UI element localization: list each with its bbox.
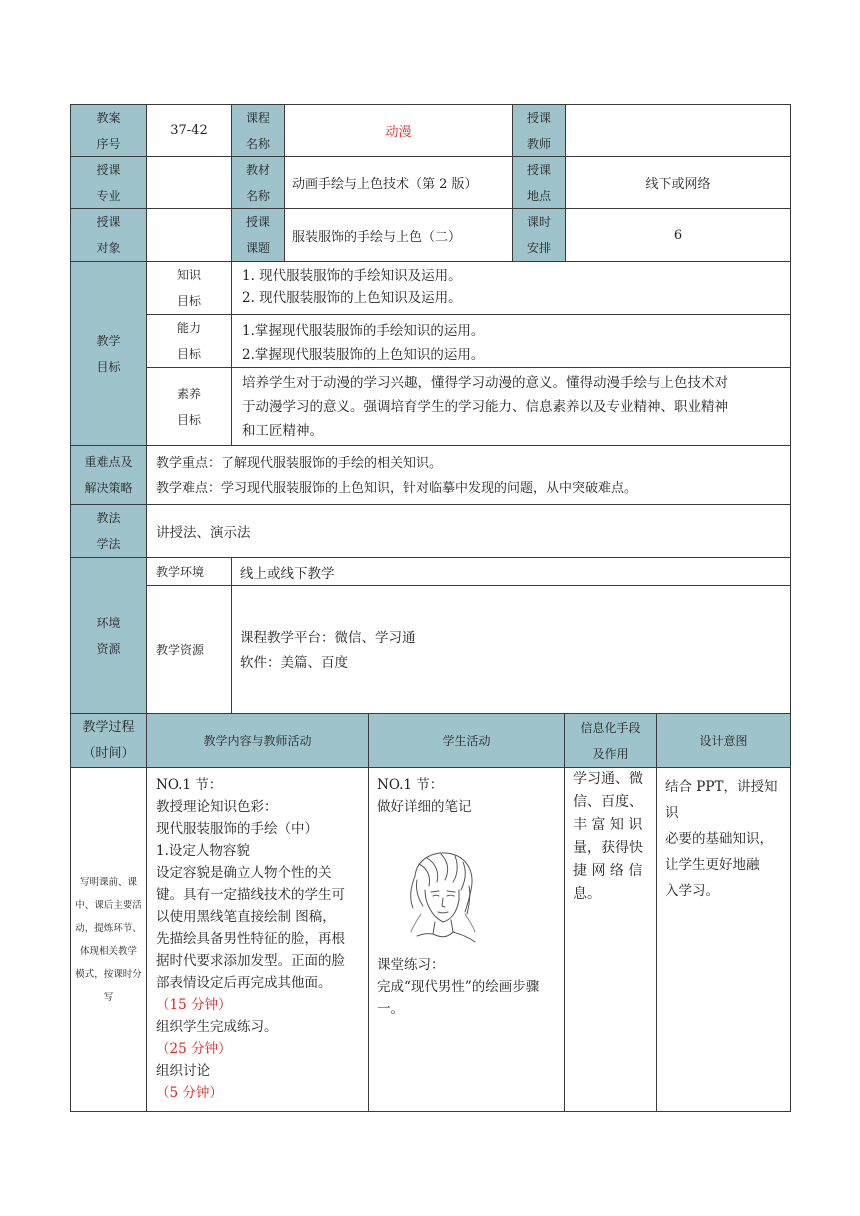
topic-label: 授课 课题 [231,208,285,262]
content-line-7: 以使用黑线笔直接绘制 图稿， [156,909,336,925]
col-info-header: 信息化手段 及作用 [564,713,657,768]
organize-practice: 组织学生完成练习。 [156,1019,278,1035]
time-15: （15 分钟） [156,997,232,1013]
resource-label: 教学资源 [146,585,232,714]
student-line-2: 做好详细的笔记 [377,799,472,815]
major-value [146,156,232,209]
location-value: 线下或网络 [565,156,791,209]
literacy-line-3: 和工匠精神。 [242,423,323,439]
content-line-6: 键。具有一定描线技术的学生可 [156,887,345,903]
student-line-3: 课堂练习： [377,957,445,973]
info-line-4: 量，获得快 [573,840,643,856]
knowledge-line-2: 2. 现代服装服饰的上色知识及运用。 [242,290,462,306]
environment-label: 环境 资源 [70,557,147,714]
info-cell [564,767,657,1112]
content-line-9: 据时代要求添加发型。正面的脸 [156,953,345,969]
resource-line-1: 课程教学平台：微信、学习通 [240,630,416,646]
design-cell [656,767,791,1112]
ability-line-2: 2.掌握现代服装服饰的上色知识的运用。 [242,347,485,363]
literacy-line-2: 于动漫学习的意义。强调培育学生的学习能力、信息素养以及专业精神、职业精神 [242,399,728,415]
time-note-5: 模式，按课时分 [75,968,142,980]
col-time-header: 教学过程 （时间） [70,713,147,768]
content-line-5: 设定容貌是确立人物个性的关 [156,865,332,881]
time-note-3: 动，提炼环节、 [75,922,142,934]
organize-discussion: 组织讨论 [156,1063,210,1079]
ability-label: 能力 目标 [146,314,232,368]
course-name-label: 课程 名称 [231,104,285,157]
location-label: 授课 地点 [512,156,566,209]
lesson-no-label: 教案 序号 [70,104,147,157]
literacy-label: 素养 目标 [146,367,232,446]
content-line-8: 先描绘具备男性特征的脸，再根 [156,931,345,947]
resource-content [231,585,791,714]
literacy-line-1: 培养学生对于动漫的学习兴趣，懂得学习动漫的意义。懂得动漫手绘与上色技术对 [242,375,728,391]
design-line-2: 识 [665,805,679,821]
teacher-value [565,104,791,157]
objectives-label: 教学 目标 [70,261,147,446]
design-line-5: 入学习。 [665,883,719,899]
info-line-2: 信、百度、 [573,794,643,810]
design-line-4: 让学生更好地融 [665,857,760,873]
info-line-3: 丰 富 知 识 [573,817,643,833]
time-note-4: 体现相关教学 [79,945,137,957]
content-line-3: 现代服装服饰的手绘（中） [156,821,318,837]
resource-line-2: 软件：美篇、百度 [240,655,348,671]
info-line-5: 捷 网 络 信 [573,863,643,879]
col-content-header: 教学内容与教师活动 [146,713,369,768]
male-portrait-sketch-image [397,846,479,946]
content-cell [146,767,369,1112]
knowledge-line-1: 1. 现代服装服饰的手绘知识及运用。 [242,268,462,284]
time-note-2: 中、课后主要活 [75,899,142,911]
env-label: 教学环境 [146,557,232,586]
content-line-2: 教授理论知识色彩： [156,799,278,815]
lesson-no-value: 37-42 [146,104,232,157]
student-top-text [377,774,472,818]
time-note-1: 写明课前、课 [79,876,137,888]
methods-label: 教法 学法 [70,504,147,558]
ability-line-1: 1.掌握现代服装服饰的手绘知识的运用。 [242,323,485,339]
content-line-1: NO.1 节： [156,777,223,793]
teaching-difficulty: 教学难点：学习现代服装服饰的上色知识，针对临摹中发现的问题，从中突破难点。 [156,481,638,496]
env-value: 线上或线下教学 [231,557,791,586]
design-line-3: 必要的基础知识， [665,831,773,847]
teacher-label: 授课 教师 [512,104,566,157]
major-label: 授课 专业 [70,156,147,209]
time-5: （5 分钟） [156,1085,223,1101]
student-bottom-text [377,954,563,1020]
design-line-1: 结合 PPT，讲授知 [665,779,778,795]
student-line-1: NO.1 节： [377,777,444,793]
student-line-4: 完成“现代男性”的绘画步骤 [377,979,540,995]
textbook-value: 动画手绘与上色技术（第 2 版） [284,156,513,209]
info-line-6: 息。 [573,886,601,902]
content-line-4: 1.设定人物容貌 [156,843,250,859]
audience-value [146,208,232,262]
key-points-label: 重难点及 解决策略 [70,445,147,505]
time-note-cell [70,767,147,1112]
methods-value: 讲授法、演示法 [146,504,791,558]
topic-value: 服装服饰的手绘与上色（二） [284,208,513,262]
audience-label: 授课 对象 [70,208,147,262]
student-cell [368,767,565,1112]
col-student-header: 学生活动 [368,713,565,768]
hours-label: 课时 安排 [512,208,566,262]
knowledge-content [231,261,791,315]
time-note-6: 写 [103,991,114,1003]
knowledge-label: 知识 目标 [146,261,232,315]
course-name-value: 动漫 [284,104,513,157]
ability-content [231,314,791,368]
textbook-label: 教材 名称 [231,156,285,209]
teaching-focus: 教学重点：了解现代服装服饰的手绘的相关知识。 [156,456,443,471]
content-line-10: 部表情设定后再完成其他面。 [156,975,332,991]
hours-value: 6 [565,208,791,262]
student-line-5: 一。 [377,1001,404,1017]
col-design-header: 设计意图 [656,713,791,768]
info-line-1: 学习通、微 [573,771,643,787]
literacy-content [231,367,791,446]
time-25: （25 分钟） [156,1041,232,1057]
key-points-content [146,445,791,505]
